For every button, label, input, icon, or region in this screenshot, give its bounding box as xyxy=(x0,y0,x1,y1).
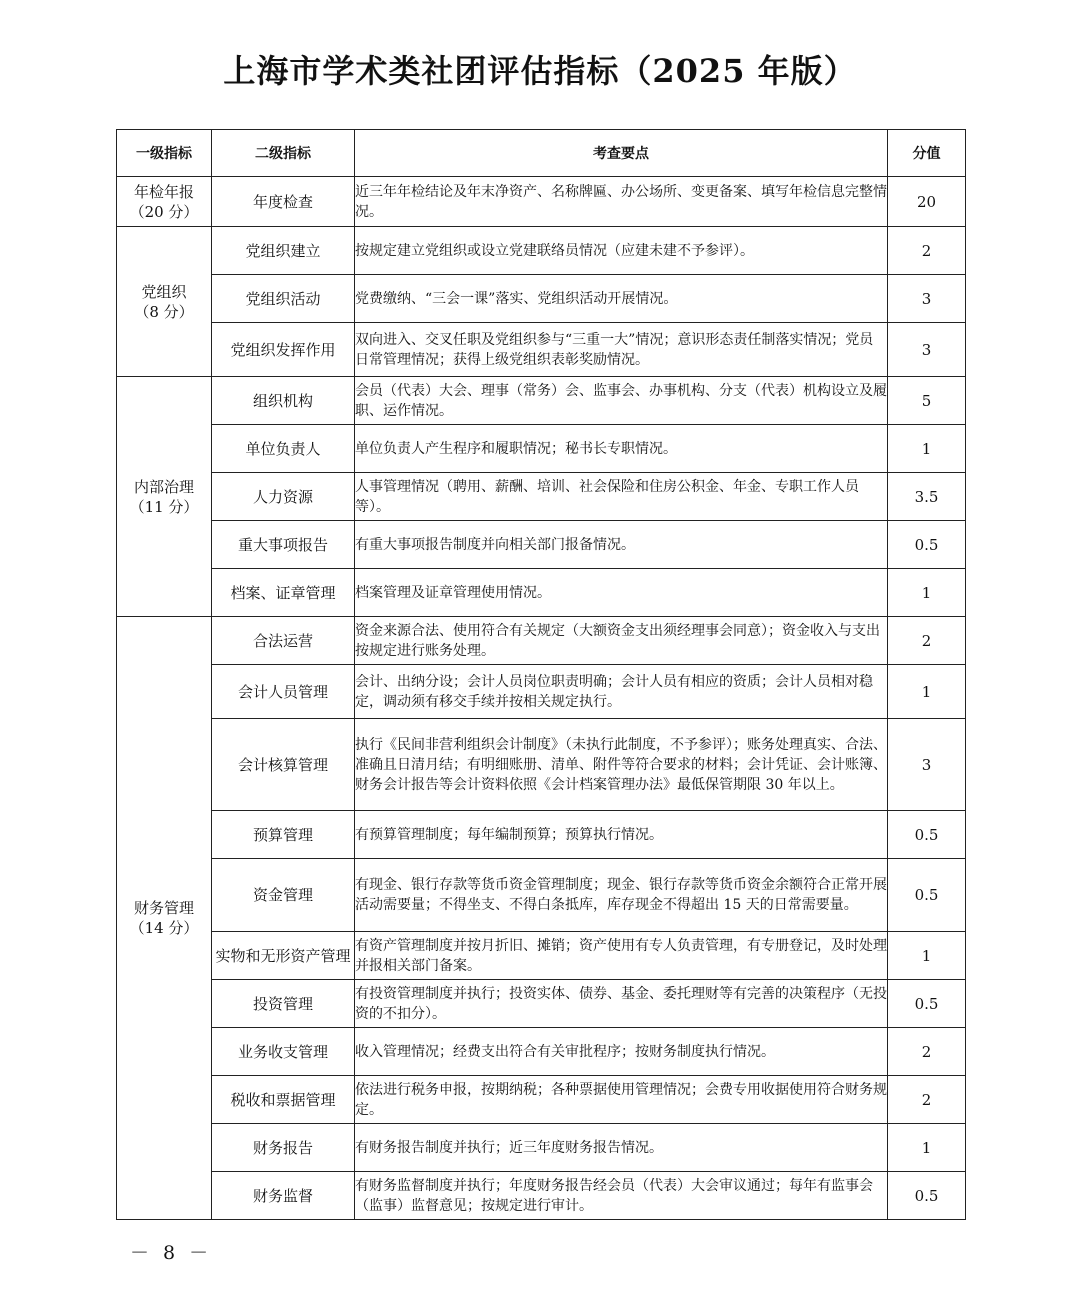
level2-indicator: 会计人员管理 xyxy=(212,665,355,719)
table-row xyxy=(117,859,966,932)
assessment-points: 有资产管理制度并按月折旧、摊销；资产使用有专人负责管理，有专册登记，及时处理并报相关部门备案。 xyxy=(355,932,888,980)
header-score: 分值 xyxy=(888,130,966,177)
level1-indicator-name: 财务管理 xyxy=(133,899,194,917)
evaluation-table xyxy=(116,129,966,1220)
assessment-points: 档案管理及证章管理使用情况。 xyxy=(355,569,888,617)
table-row xyxy=(117,1028,966,1076)
score-value: 1 xyxy=(888,425,966,473)
score-value: 0.5 xyxy=(888,811,966,859)
score-value: 2 xyxy=(888,1028,966,1076)
level1-indicator-name: 党组织 xyxy=(141,282,187,301)
level2-indicator: 财务监督 xyxy=(212,1172,355,1220)
table-row xyxy=(117,811,966,859)
score-value: 0.5 xyxy=(888,1172,966,1220)
level1-indicator-score: （20 分） xyxy=(129,202,199,221)
level2-indicator: 税收和票据管理 xyxy=(212,1076,355,1124)
assessment-points: 会计、出纳分设；会计人员岗位职责明确；会计人员有相应的资质；会计人员相对稳定，调动须有移交手续并按相关规定执行。 xyxy=(355,665,888,719)
assessment-points: 按规定建立党组织或设立党建联络员情况（应建未建不予参评）。 xyxy=(355,227,888,275)
table-row xyxy=(117,323,966,377)
score-value: 3 xyxy=(888,323,966,377)
table-row xyxy=(117,227,966,275)
level1-indicator-score: （8 分） xyxy=(134,302,194,321)
level1-indicator-cell xyxy=(117,227,212,377)
level2-indicator: 合法运营 xyxy=(212,617,355,665)
level2-indicator: 年度检查 xyxy=(212,177,355,227)
score-value: 1 xyxy=(888,665,966,719)
level2-indicator: 资金管理 xyxy=(212,859,355,932)
score-value: 2 xyxy=(888,227,966,275)
score-value: 2 xyxy=(888,617,966,665)
level2-indicator: 财务报告 xyxy=(212,1124,355,1172)
assessment-points: 单位负责人产生程序和履职情况；秘书长专职情况。 xyxy=(355,425,888,473)
level1-indicator-name: 内部治理 xyxy=(133,477,194,496)
assessment-points: 有财务监督制度并执行；年度财务报告经会员（代表）大会审议通过；每年有监事会（监事）监督意见；按规定进行审计。 xyxy=(355,1172,888,1220)
level2-indicator: 组织机构 xyxy=(212,377,355,425)
level1-indicator-cell xyxy=(117,617,212,1220)
score-value: 5 xyxy=(888,377,966,425)
table-row xyxy=(117,473,966,521)
table-row xyxy=(117,569,966,617)
assessment-points: 执行《民间非营利组织会计制度》（未执行此制度，不予参评）；账务处理真实、合法、准确且日清月结；有明细账册、清单、附件等符合要求的材料；会计凭证、会计账簿、财务会计报告等会计资料依照《会计档案管理办法》最低保管期限 30 年以上。 xyxy=(355,719,888,811)
assessment-points: 收入管理情况；经费支出符合有关审批程序；按财务制度执行情况。 xyxy=(355,1028,888,1076)
level1-indicator-score: （11 分） xyxy=(129,497,199,516)
table-row xyxy=(117,177,966,227)
level2-indicator: 重大事项报告 xyxy=(212,521,355,569)
level1-indicator-cell xyxy=(117,177,212,227)
table-row xyxy=(117,1172,966,1220)
assessment-points: 有财务报告制度并执行；近三年度财务报告情况。 xyxy=(355,1124,888,1172)
table-row xyxy=(117,617,966,665)
level2-indicator: 会计核算管理 xyxy=(212,719,355,811)
assessment-points: 依法进行税务申报，按期纳税；各种票据使用管理情况；会费专用收据使用符合财务规定。 xyxy=(355,1076,888,1124)
score-value: 1 xyxy=(888,932,966,980)
level1-indicator-name: 年检年报 xyxy=(133,182,194,201)
table-row xyxy=(117,1076,966,1124)
assessment-points: 有现金、银行存款等货币资金管理制度；现金、银行存款等货币资金余额符合正常开展活动需要量；不得坐支、不得白条抵库，库存现金不得超出 15 天的日常需要量。 xyxy=(355,859,888,932)
assessment-points: 有投资管理制度并执行；投资实体、债券、基金、委托理财等有完善的决策程序（无投资的不扣分）。 xyxy=(355,980,888,1028)
assessment-points: 会员（代表）大会、理事（常务）会、监事会、办事机构、分支（代表）机构设立及履职、运作情况。 xyxy=(355,377,888,425)
table-row xyxy=(117,521,966,569)
page-number: － 8 － xyxy=(130,1242,213,1264)
table-row xyxy=(117,377,966,425)
score-value: 2 xyxy=(888,1076,966,1124)
score-value: 0.5 xyxy=(888,521,966,569)
assessment-points: 有预算管理制度；每年编制预算；预算执行情况。 xyxy=(355,811,888,859)
table-row xyxy=(117,1124,966,1172)
score-value: 1 xyxy=(888,1124,966,1172)
score-value: 3 xyxy=(888,719,966,811)
score-value: 1 xyxy=(888,569,966,617)
document-title: 上海市学术类社团评估指标（2025 年版） xyxy=(223,52,857,90)
assessment-points: 有重大事项报告制度并向相关部门报备情况。 xyxy=(355,521,888,569)
level2-indicator: 人力资源 xyxy=(212,473,355,521)
table-row xyxy=(117,980,966,1028)
level2-indicator: 党组织活动 xyxy=(212,275,355,323)
table-row xyxy=(117,275,966,323)
header-level2: 二级指标 xyxy=(212,130,355,177)
table-row xyxy=(117,719,966,811)
level2-indicator: 档案、证章管理 xyxy=(212,569,355,617)
table-row xyxy=(117,932,966,980)
header-level1: 一级指标 xyxy=(117,130,212,177)
table-body xyxy=(117,177,966,1220)
assessment-points: 人事管理情况（聘用、薪酬、培训、社会保险和住房公积金、年金、专职工作人员等）。 xyxy=(355,473,888,521)
level2-indicator: 党组织发挥作用 xyxy=(212,323,355,377)
header-points: 考查要点 xyxy=(355,130,888,177)
score-value: 0.5 xyxy=(888,859,966,932)
level2-indicator: 单位负责人 xyxy=(212,425,355,473)
level2-indicator: 业务收支管理 xyxy=(212,1028,355,1076)
level2-indicator: 预算管理 xyxy=(212,811,355,859)
level2-indicator: 党组织建立 xyxy=(212,227,355,275)
assessment-points: 党费缴纳、“三会一课”落实、党组织活动开展情况。 xyxy=(355,275,888,323)
assessment-points: 资金来源合法、使用符合有关规定（大额资金支出须经理事会同意）；资金收入与支出按规定进行账务处理。 xyxy=(355,617,888,665)
assessment-points: 近三年年检结论及年末净资产、名称牌匾、办公场所、变更备案、填写年检信息完整情况。 xyxy=(355,177,888,227)
table-header-row xyxy=(117,130,966,177)
level1-indicator-score: （14 分） xyxy=(129,919,199,937)
level2-indicator: 投资管理 xyxy=(212,980,355,1028)
score-value: 3.5 xyxy=(888,473,966,521)
assessment-points: 双向进入、交叉任职及党组织参与“三重一大”情况；意识形态责任制落实情况；党员日常管理情况；获得上级党组织表彰奖励情况。 xyxy=(355,323,888,377)
level2-indicator: 实物和无形资产管理 xyxy=(212,932,355,980)
table-row xyxy=(117,665,966,719)
level1-indicator-cell xyxy=(117,377,212,617)
score-value: 20 xyxy=(888,177,966,227)
table-row xyxy=(117,425,966,473)
score-value: 3 xyxy=(888,275,966,323)
score-value: 0.5 xyxy=(888,980,966,1028)
